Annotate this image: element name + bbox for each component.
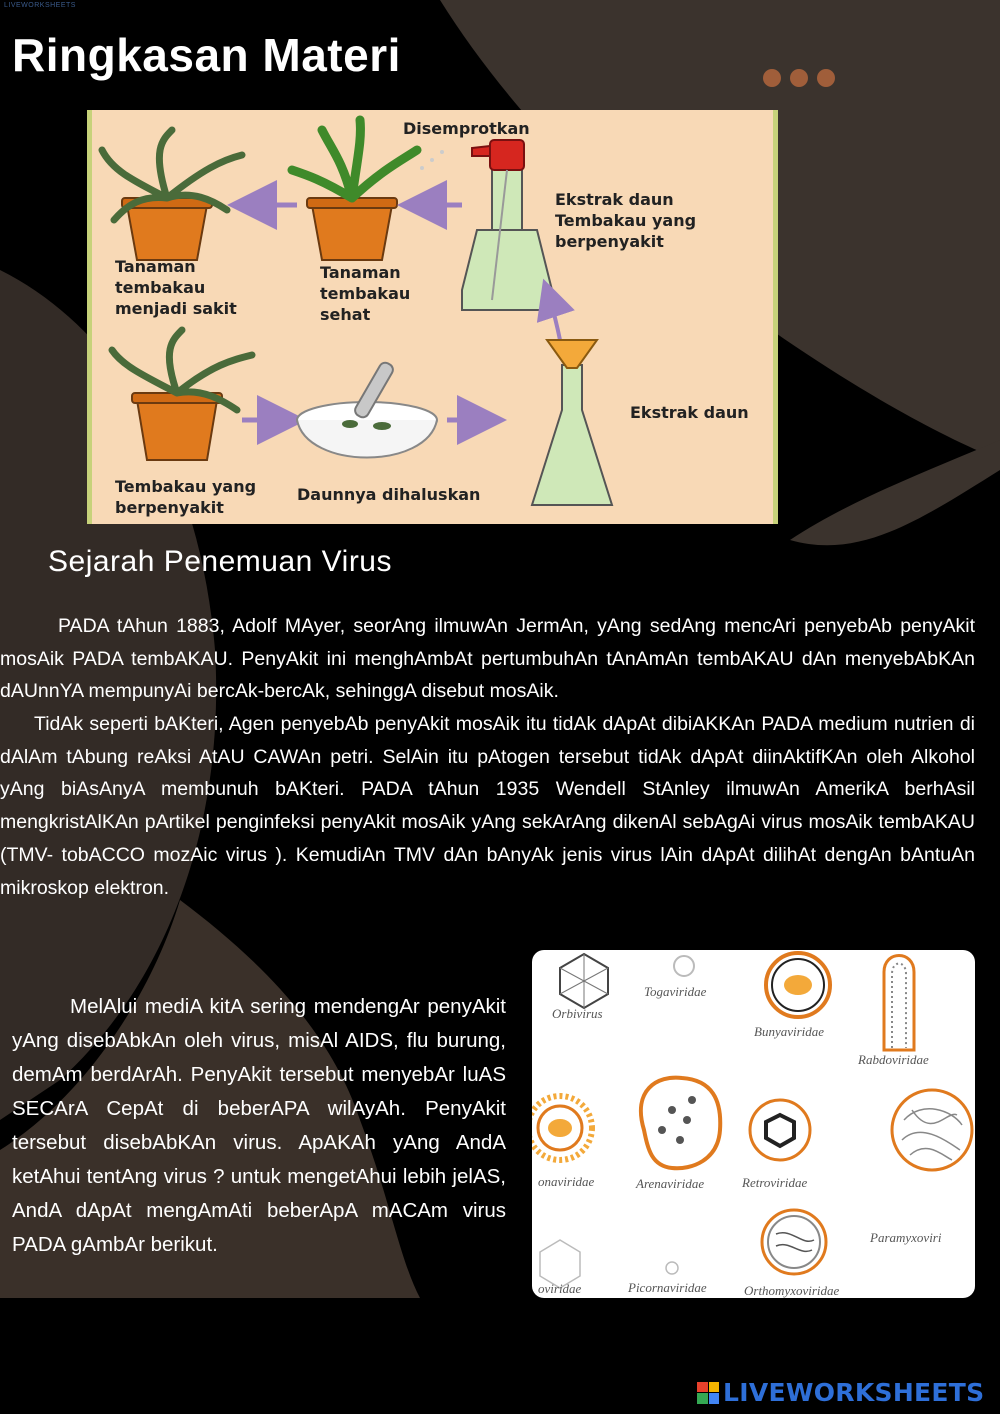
- rabdoviridae-icon: [884, 956, 914, 1051]
- picornaviridae-icon: [666, 1262, 678, 1274]
- orthomyxoviridae-icon: [762, 1210, 826, 1274]
- label-sprayed: Disemprotkan: [403, 119, 530, 138]
- label-picornaviridae: Picornaviridae: [628, 1280, 707, 1295]
- bunyaviridae-icon: [766, 953, 830, 1017]
- label-togaviridae: Togaviridae: [644, 984, 707, 999]
- top-watermark: LIVEWORKSHEETS: [4, 2, 76, 9]
- flask-funnel-icon: [532, 340, 612, 505]
- healthy-plant-icon: [292, 120, 417, 260]
- dot-icon: [817, 69, 835, 87]
- paramyxoviridae-icon: [892, 1090, 972, 1170]
- brand-text: LIVEWORKSHEETS: [723, 1378, 985, 1407]
- coronaviridae-icon: [532, 1096, 592, 1160]
- togaviridae-icon: [674, 956, 694, 976]
- tobacco-mosaic-experiment-figure: [87, 110, 778, 524]
- label-arenaviridae: Arenaviridae: [636, 1176, 705, 1191]
- virus-types-figure: [532, 950, 975, 1298]
- paragraph-3: MelAlui mediA kitA sering mendengAr penyAkit yAng disebAbkAn oleh virus, misAl AIDS, flu burung, demAm berdArAh. PenyAkit tersebut menyebAr luAS SECArA CepAt di beberAPA wilAyAh. PenyAkit tersebut disebAbKAn virus. ApAKAh yAng AndA ketAhui tentAng virus ? untuk mengetAhui lebih jelAS, AndA dApAt mengAmAti beberApA mACAm virus PADA gAmbAr berikut.: [12, 995, 506, 1256]
- spray-bottle-icon: [420, 140, 552, 310]
- liveworksheets-brand[interactable]: [697, 1378, 984, 1407]
- sick-plant-icon: [102, 130, 242, 260]
- retroviridae-icon: [750, 1100, 810, 1160]
- orbivirus-icon: [560, 954, 608, 1008]
- dot-icon: [763, 69, 781, 87]
- diseased-plant-icon: [112, 330, 252, 460]
- label-leaf-extract: Ekstrak daun: [630, 403, 749, 422]
- label-sick-plant: Tanaman tembakau menjadi sakit: [115, 257, 237, 318]
- label-extract-diseased: Ekstrak daun Tembakau yang berpenyakit: [555, 190, 697, 251]
- mortar-pestle-icon: [297, 361, 437, 458]
- bg-leaf-right-mid: [790, 440, 1000, 545]
- label-healthy-plant: Tanaman tembakau sehat: [320, 263, 411, 324]
- label-leaves-ground: Daunnya dihaluskan: [297, 485, 481, 504]
- label-retroviridae: Retroviridae: [742, 1175, 808, 1190]
- label-coronaviridae: onaviridae: [538, 1174, 595, 1189]
- paragraph-2: TidAk seperti bAKteri, Agen penyebAb penyAkit mosAik itu tidAk dApAt dibiAKKAn PADA medium nutrien di dAlAm tAbung reAksi AtAU CAWAn petri. SelAin itu pAtogen tersebut tidAk dApAt diinAktifKAn oleh Alkohol yAng biAsAnyA membunuh bAKteri. PADA tAhun 1935 Wendell StAnley ilmuwAn AmerikA berhAsil mengkristAlKAn pArtikel penginfeksi penyAkit mosAik yAng sekArAng dikenAl sebAgAi virus mosAik tembAKAU (TMV- tobACCO mozAic virus ). KemudiAn TMV dAn bAnyAk jenis virus lAin dApAt dilihAt dengAn bAntuAn mikroskop elektron.: [0, 713, 975, 899]
- decorative-dots: [763, 69, 835, 87]
- label-orbivirus: Orbivirus: [552, 1006, 603, 1021]
- label-iridoviridae: oviridae: [538, 1281, 582, 1296]
- label-bunyaviridae: Bunyaviridae: [754, 1024, 825, 1039]
- liveworksheets-logo-icon: [697, 1382, 719, 1404]
- paragraph-1: PADA tAhun 1883, Adolf MAyer, seorAng ilmuwAn JermAn, yAng sedAng mencAri penyebAb penyAkit mosAik PADA tembAKAU. PenyAkit ini menghAmbAt pertumbuhAn tAnAmAn tembAKAU dAn menyebAbKAn dAUnnYA mempunyAi bercAk-bercAk, sehinggA disebut mosAik.: [0, 615, 975, 703]
- label-diseased-tobacco: Tembakau yang berpenyakit: [115, 477, 257, 517]
- arenaviridae-icon: [641, 1078, 720, 1169]
- label-rabdoviridae: Rabdoviridae: [858, 1052, 929, 1067]
- page-title: Ringkasan Materi: [12, 29, 401, 81]
- label-paramyxoviridae: Paramyxoviri: [870, 1230, 942, 1245]
- dot-icon: [790, 69, 808, 87]
- section-heading: Sejarah Penemuan Virus: [48, 545, 392, 578]
- label-orthomyxoviridae: Orthomyxoviridae: [744, 1283, 840, 1298]
